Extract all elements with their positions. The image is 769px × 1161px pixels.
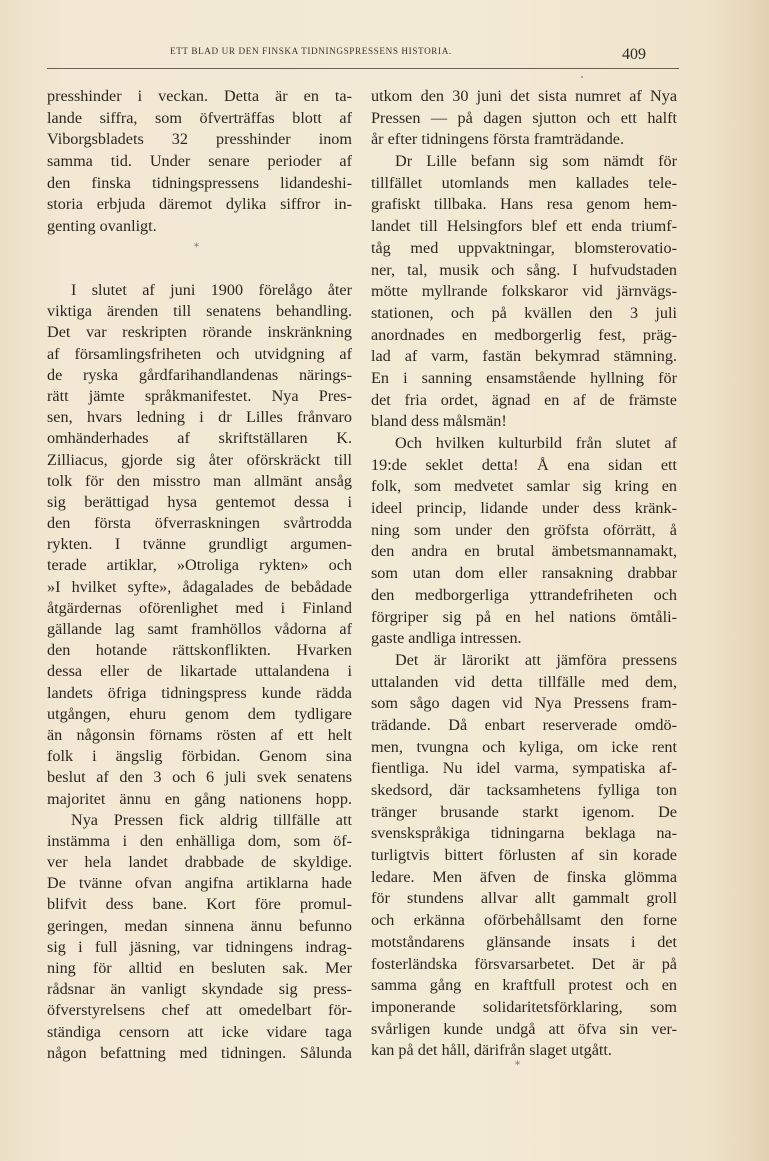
text-line: den finska tidningspressens lidandeshi- bbox=[47, 173, 352, 192]
text-line: En i sanning ensamstående hyllning för bbox=[371, 368, 677, 387]
text-line: ver hela landet drabbade de skyldige. bbox=[47, 853, 352, 872]
text-line: ledare. Men äfven de finska glömma bbox=[371, 867, 677, 886]
text-line: af församlingsfriheten och utvidgning af bbox=[47, 344, 352, 363]
text-line: sig i full jäsning, var tidningens indrag- bbox=[47, 937, 352, 956]
text-line: den första öfverraskningen svårtrodda bbox=[47, 514, 352, 533]
text-line: för stundens allvar allt gammalt groll bbox=[371, 889, 677, 908]
text-line: Zilliacus, gjorde sig åter oförskräckt till bbox=[47, 450, 352, 469]
text-line: stationen, och på kvällen den 3 juli bbox=[371, 303, 677, 322]
text-line: Pressen — på dagen sjutton och ett halft bbox=[371, 108, 677, 127]
text-line: det fria ordet, ägnad en af de främste bbox=[371, 390, 677, 409]
text-line: skedsord, där tacksamhetens fylliga ton bbox=[371, 781, 677, 799]
text-line: som sågo dagen vid Nya Pressens fram- bbox=[371, 694, 677, 713]
text-line: uttalanden vid detta tillfälle med dem, bbox=[371, 672, 677, 691]
text-line: fosterländska försvarsarbetet. Det är på bbox=[371, 954, 677, 973]
text-line: ning för alltid en besluten sak. Mer bbox=[47, 959, 352, 977]
text-line: ideel princip, lidande under dess kränk- bbox=[371, 499, 677, 518]
text-line: gällande lag samt framhöllos vådorna af bbox=[47, 620, 352, 638]
text-line: ständiga censorn att icke vidare taga bbox=[47, 1022, 352, 1041]
text-line: Det var reskripten rörande inskränkning bbox=[47, 323, 352, 342]
text-line: folk, som medvetet samlar sig kring en bbox=[371, 477, 677, 496]
text-line: men, tvungna och kyliga, om icke rent bbox=[371, 737, 677, 756]
text-line: Och hvilken kulturbild från slutet af bbox=[395, 434, 677, 452]
text-line: samma gång en kraftfull protest och en bbox=[371, 976, 677, 995]
text-line: Viborgsbladets 32 presshinder inom bbox=[47, 130, 352, 149]
text-line: mötte myllrande folkskaror vid järnvägs- bbox=[371, 282, 677, 301]
text-line: imponerande solidaritetsförklaring, som bbox=[371, 997, 677, 1016]
print-speck bbox=[581, 76, 583, 78]
text-line: sen, hvars ledning i dr Lilles frånvaro bbox=[47, 408, 352, 427]
text-line: rätt jämte språkmanifestet. Nya Pres- bbox=[47, 386, 352, 405]
text-line: tåg med uppvaktningar, blomsterovatio- bbox=[371, 238, 677, 257]
text-line: kan på det håll, därifrån slaget utgått. bbox=[371, 1041, 612, 1060]
text-line: den andra en brutal ämbetsmannamakt, bbox=[371, 542, 677, 561]
text-line: de ryska gårdfarihandlandenas närings- bbox=[47, 365, 352, 384]
text-line: gaste andliga intressen. bbox=[371, 629, 522, 648]
running-title: ETT BLAD UR DEN FINSKA TIDNINGSPRESSENS HISTORIA. bbox=[170, 46, 452, 56]
text-line: åtgärdernas oförenlighet med i Finland bbox=[47, 598, 352, 617]
text-line: fientliga. Nu idel varma, sympatiska af- bbox=[371, 759, 677, 778]
text-line: »I hvilket syfte», ådagalades de bebådade bbox=[47, 577, 352, 596]
text-line: utkom den 30 juni det sista numret af Nya bbox=[371, 87, 677, 105]
text-line: majoritet ännu en gång nationens hopp. bbox=[47, 789, 352, 808]
right-column bbox=[371, 86, 677, 1062]
text-line: 19:de seklet detta! Å ena sidan ett bbox=[371, 455, 677, 474]
text-line: Dr Lille befann sig som nämdt för bbox=[395, 152, 677, 171]
text-line: landet till Helsingfors blef ett enda triumf- bbox=[371, 217, 677, 236]
text-line: den hotande rättskonflikten. Hvarken bbox=[47, 641, 352, 660]
text-line: I slutet af juni 1900 förelågo åter bbox=[71, 281, 352, 299]
text-line: instämma i den enhälliga dom, som öf- bbox=[47, 831, 352, 850]
header-rule bbox=[47, 68, 679, 69]
text-line: sig berättigad hysa gentemot dessa i bbox=[47, 492, 352, 511]
text-line: motståndarens glänsande insats i det bbox=[371, 932, 677, 951]
text-line: tränger brusande starkt igenom. De bbox=[371, 802, 677, 821]
text-line: någon befattning med tidningen. Sålunda bbox=[47, 1043, 352, 1062]
text-line: dessa eller de likartade uttalandena i bbox=[47, 662, 352, 681]
text-line: blifvit dess bane. Kort före promul- bbox=[47, 895, 352, 914]
text-line: än någonsin förnams rösten af ett helt bbox=[47, 725, 352, 744]
text-line: den medborgerliga yttrandefriheten och bbox=[371, 585, 677, 604]
page-number: 409 bbox=[622, 46, 646, 63]
text-line: De tvänne ofvan angifna artiklarna hade bbox=[47, 874, 352, 893]
text-line: omhänderhades af skriftställaren K. bbox=[47, 429, 352, 448]
text-line: geringen, medan sinnena ännu befunno bbox=[47, 916, 352, 935]
text-line: svenskspråkiga tidningarna beklaga na- bbox=[371, 824, 677, 843]
text-line: storia erbjuda däremot dylika siffror in- bbox=[47, 195, 352, 214]
text-line: turligtvis bittert förlusten af sin korade bbox=[371, 846, 677, 865]
section-separator-right: * bbox=[515, 1060, 520, 1071]
text-line: tillfället utomlands men kallades tele- bbox=[371, 173, 677, 192]
text-line: ning som under den gröfsta oförrätt, å bbox=[371, 520, 677, 539]
section-separator-left: * bbox=[194, 242, 199, 253]
text-line: öfverstyrelsens chef att omedelbart för- bbox=[47, 1001, 352, 1020]
text-line: genting ovanligt. bbox=[47, 217, 157, 236]
text-line: Nya Pressen fick aldrig tillfälle att bbox=[71, 810, 352, 829]
text-line: lande siffra, som öfverträffas blott af bbox=[47, 108, 352, 127]
text-line: år efter tidningens första framträdande. bbox=[371, 130, 625, 149]
text-line: förgriper sig på en hel nations ömtåli- bbox=[371, 607, 677, 626]
left-column-block-1 bbox=[47, 86, 352, 238]
text-line: landets öfriga tidningspress kunde rädda bbox=[47, 683, 352, 702]
text-line: ner, tal, musik och sång. I hufvudstaden bbox=[371, 260, 677, 279]
text-line: och erkänna oförbehållsamt den forne bbox=[371, 911, 677, 930]
text-line: anordnades en medborgerlig fest, präg- bbox=[371, 325, 677, 344]
text-line: bland dess målsmän! bbox=[371, 412, 507, 431]
text-line: svårligen kunde undgå att öfva sin ver- bbox=[371, 1019, 677, 1038]
text-line: utgången, ehuru genom dem tydligare bbox=[47, 704, 352, 723]
text-line: rykten. I tvänne grundligt argumen- bbox=[47, 535, 352, 554]
text-line: som utan dom eller ransakning drabbar bbox=[371, 564, 677, 583]
left-column-block-2 bbox=[47, 280, 352, 1064]
text-line: rådsnar än vanligt skyndade sig press- bbox=[47, 980, 352, 999]
text-line: terade artiklar, »Otroliga rykten» och bbox=[47, 556, 352, 575]
text-line: lad af varm, fastän bekymrad stämning. bbox=[371, 347, 677, 366]
text-line: beslut af den 3 och 6 juli svek senatens bbox=[47, 768, 352, 787]
text-line: viktiga ärenden till senatens behandling. bbox=[47, 302, 352, 321]
text-line: samma tid. Under senare perioder af bbox=[47, 152, 352, 171]
text-line: tolk för den misstro man allmänt ansåg bbox=[47, 471, 352, 490]
text-line: folk i ängslig förbidan. Genom sina bbox=[47, 747, 352, 766]
text-line: Det är lärorikt att jämföra pressens bbox=[395, 650, 677, 669]
text-line: trädande. Då enbart reserverade omdö- bbox=[371, 715, 677, 734]
text-line: presshinder i veckan. Detta är en ta- bbox=[47, 87, 352, 105]
text-line: grafiskt tillbaka. Hans resa genom hem- bbox=[371, 195, 677, 214]
